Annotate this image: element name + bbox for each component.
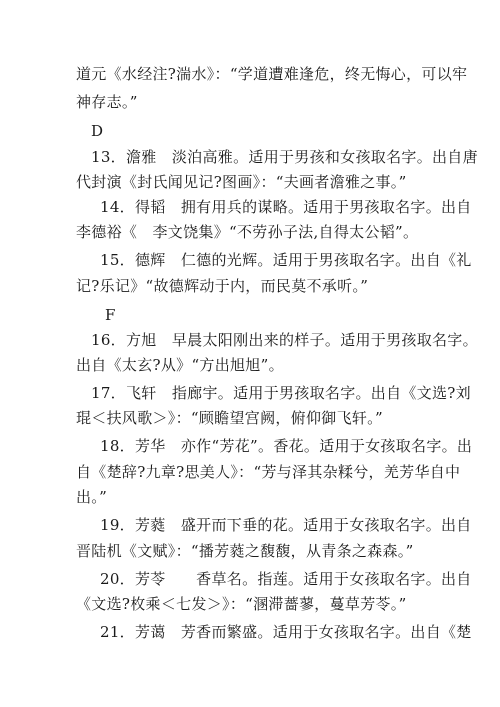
text-line: 晋陆机《文赋》：“播芳蕤之馥馥，从青条之森森。” xyxy=(76,542,414,560)
text-line: 17．飞轩 指廊宇。适用于男孩取名字。出自《文选?刘 xyxy=(91,384,471,402)
text-line: 16．方旭 早晨太阳刚出来的样子。适用于男孩取名字。 xyxy=(91,331,478,349)
text-line: 李德裕《 李文饶集》“不劳孙子法,自得太公韬”。 xyxy=(76,223,419,241)
text-line: 代封演《封氏闻见记?图画》：“夫画者澹雅之事。” xyxy=(76,173,407,191)
text-line: 13．澹雅 淡泊高雅。适用于男孩和女孩取名字。出自唐 xyxy=(91,148,478,166)
text-line: 记?乐记》“故德辉动于内，而民莫不承听。” xyxy=(76,277,369,295)
text-line: 琨＜扶风歌＞》：“顾瞻望宫阙，俯仰御飞轩。” xyxy=(76,409,383,427)
text-line: 18．芳华 亦作“芳花”。香花。适用于女孩取名字。出 xyxy=(100,437,473,455)
text-line: 15．德辉 仁德的光辉。适用于男孩取名字。出自《礼 xyxy=(100,251,472,269)
text-line: 19．芳蕤 盛开而下垂的花。适用于女孩取名字。出自 xyxy=(100,516,472,534)
section-heading: D xyxy=(91,122,104,140)
text-line: 道元《水经注?湍水》：“学道遭难逢危，终无悔心，可以牢 xyxy=(76,65,468,83)
text-line: 自《楚辞?九章?思美人》：“芳与泽其杂糅兮，羌芳华自中 xyxy=(76,463,461,481)
text-line: 出。” xyxy=(76,488,108,506)
text-line: 21．芳蔼 芳香而繁盛。适用于女孩取名字。出自《楚 xyxy=(100,623,472,641)
text-line: 14．得韬 拥有用兵的谋略。适用于男孩取名字。出自 xyxy=(100,198,472,216)
section-heading: F xyxy=(105,306,116,324)
text-line: 神存志。” xyxy=(76,93,138,111)
text-line: 20．芳苓 香草名。指莲。适用于女孩取名字。出自 xyxy=(100,570,472,588)
text-line: 出自《太玄?从》“方出旭旭”。 xyxy=(76,356,284,374)
text-line: 《文选?枚乘＜七发＞》：“溷滞薔蓼，蔓草芳苓。” xyxy=(76,595,407,613)
